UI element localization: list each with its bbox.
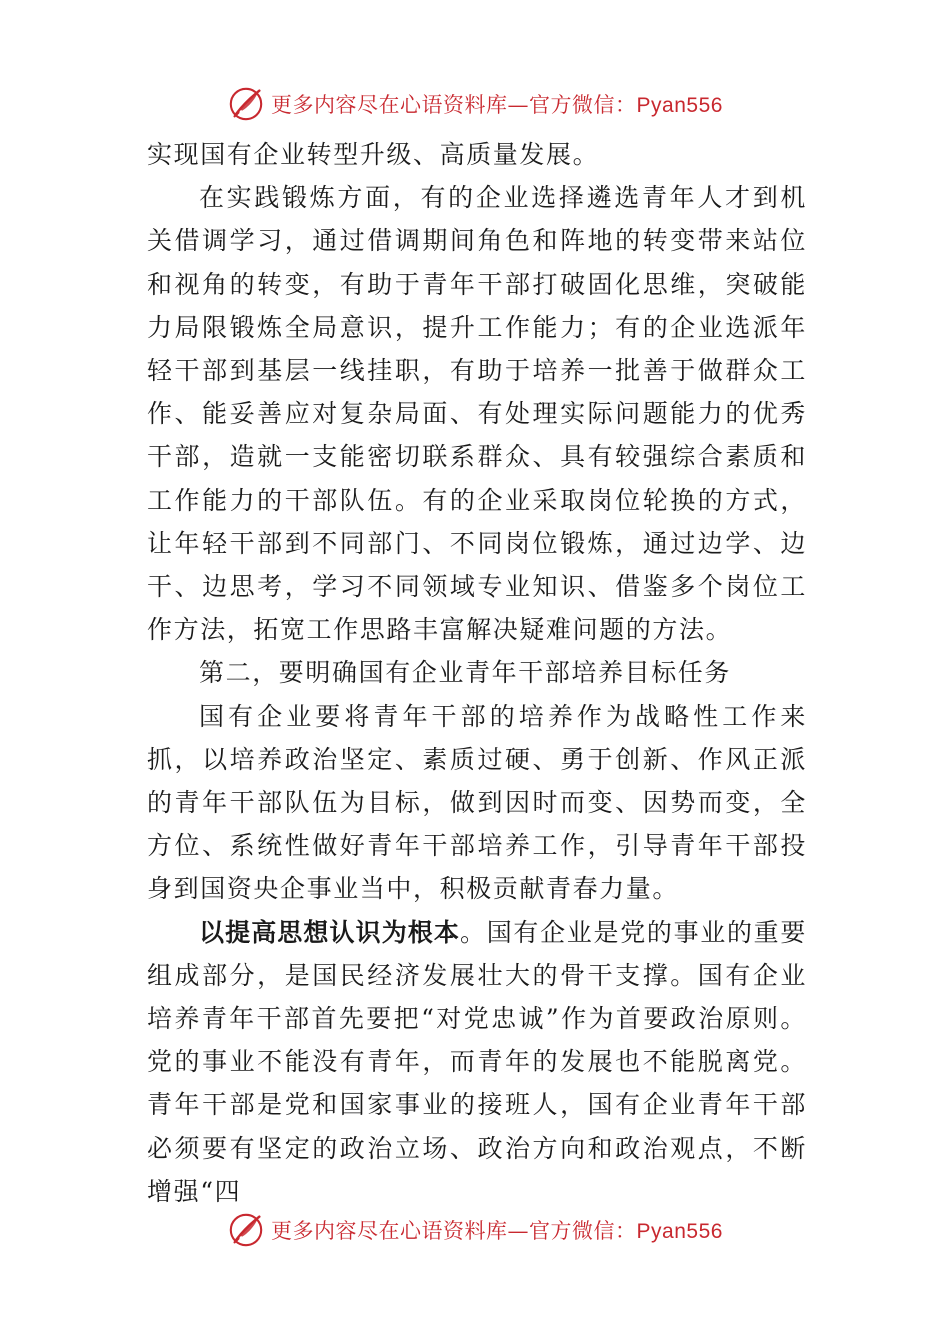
header-watermark-banner [0,82,950,126]
paragraph-4-body: 。国有企业是党的事业的重要组成部分，是国民经济发展壮大的骨干支撑。国有企业培养青年干部首先要把“对党忠诚”作为首要政治原则。党的事业不能没有青年，而青年的发展也不能脱离党。青年干部是党和国家事业的接班人，国有企业青年干部必须要有坚定的政治立场、政治方向和政治观点，不断增强“四 [147,917,807,1206]
paragraph-3: 国有企业要将青年干部的培养作为战略性工作来抓，以培养政治坚定、素质过硬、勇于创新、作风正派的青年干部队伍为目标，做到因时而变、因势而变，全方位、系统性做好青年干部培养工作，引导青年干部投身到国资央企事业当中，积极贡献青春力量。 [147,701,807,904]
quill-logo-icon [227,1211,265,1249]
paragraph-1: 实现国有企业转型升级、高质量发展。 [147,140,600,169]
paragraph-4-lead: 以提高思想认识为根本 [199,917,460,947]
quill-logo-icon [227,85,265,123]
banner-text: 更多内容尽在心语资料库—官方微信：Pyan556 [271,93,723,117]
banner-text: 更多内容尽在心语资料库—官方微信：Pyan556 [271,1219,723,1243]
section-heading: 第二，要明确国有企业青年干部培养目标任务 [199,658,732,688]
paragraph-4 [147,911,807,1213]
paragraph-2: 在实践锻炼方面，有的企业选择遴选青年人才到机关借调学习，通过借调期间角色和阵地的转变带来站位和视角的转变，有助于青年干部打破固化思维，突破能力局限锻炼全局意识，提升工作能力；有的企业选派年轻干部到基层一线挂职，有助于培养一批善于做群众工作、能妥善应对复杂局面、有处理实际问题能力的优秀干部，造就一支能密切联系群众、具有较强综合素质和工作能力的干部队伍。有的企业采取岗位轮换的方式，让年轻干部到不同部门、不同岗位锻炼，通过边学、边干、边思考，学习不同领域专业知识、借鉴多个岗位工作方法，拓宽工作思路丰富解决疑难问题的方法。 [147,183,807,645]
document-body [147,133,807,1213]
footer-watermark-banner [0,1208,950,1252]
